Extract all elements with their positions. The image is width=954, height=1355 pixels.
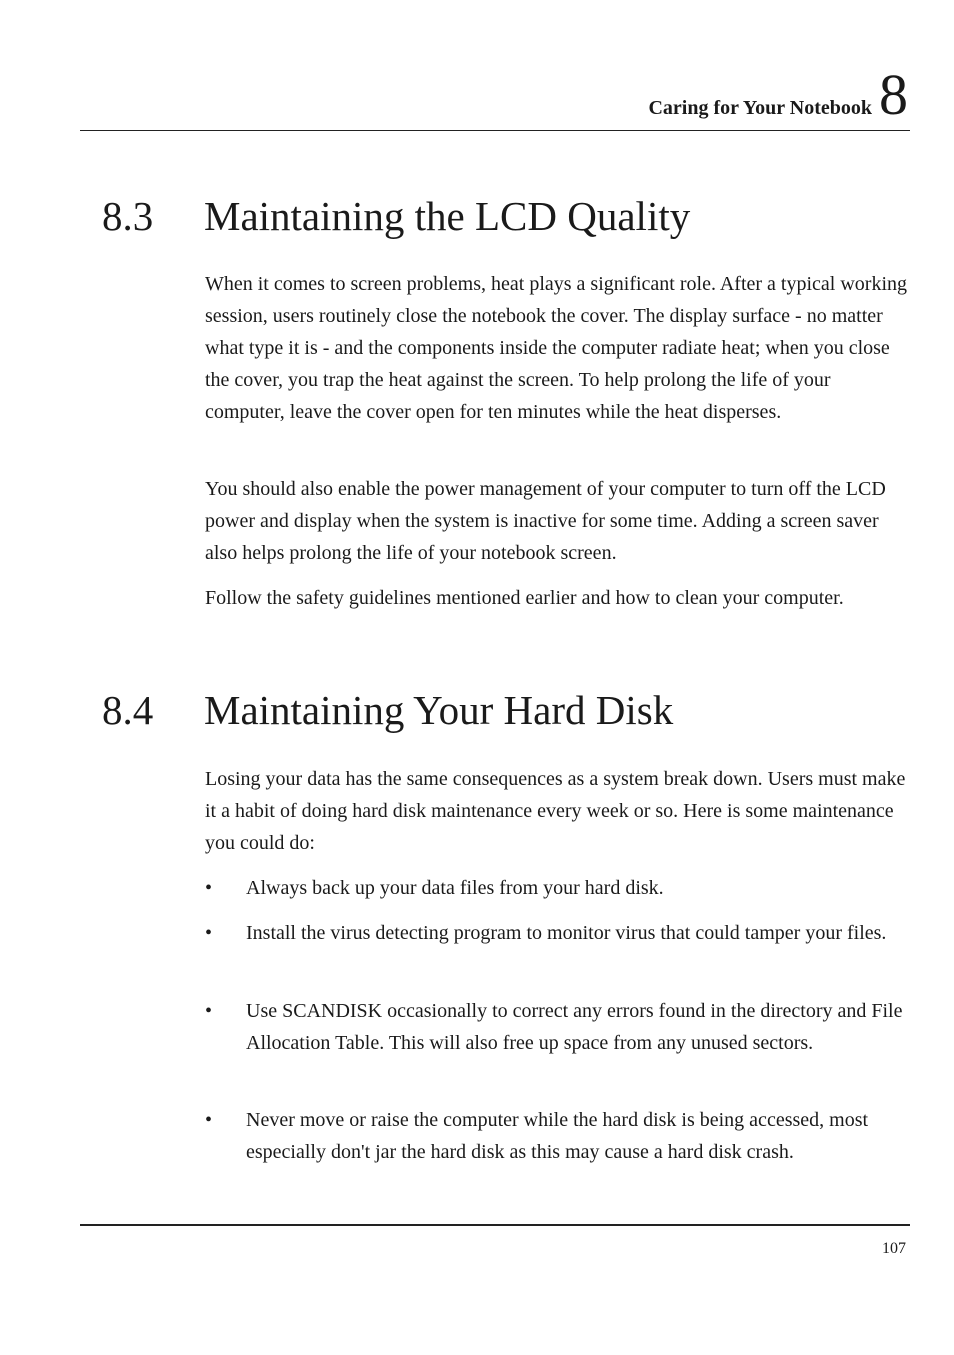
bullet-icon: • — [205, 1109, 213, 1131]
list-item-text: Install the virus detecting program to monitor virus that could tamper your files. — [246, 922, 887, 944]
page-header — [80, 62, 910, 131]
paragraph: Follow the safety guidelines mentioned earlier and how to clean your computer. — [205, 587, 844, 609]
section-heading-8-3 — [102, 192, 690, 240]
chapter-title: Caring for Your Notebook — [648, 97, 872, 119]
page-number: 107 — [882, 1240, 906, 1257]
list-item-text: Always back up your data files from your hard disk. — [246, 877, 664, 899]
list-item — [205, 872, 910, 904]
list-item-text: Use SCANDISK occasionally to correct any errors found in the directory and File Allocation Table. This will also free up space from any unused sectors. — [246, 1000, 903, 1054]
bullet-icon: • — [205, 877, 213, 899]
section-number: 8.4 — [102, 687, 154, 733]
list-item — [205, 1104, 910, 1168]
paragraph: You should also enable the power management of your computer to turn off the LCD power and display when the system is inactive for some time. Adding a screen saver also helps prolong the life of your notebook screen. — [205, 478, 886, 564]
paragraph: When it comes to screen problems, heat plays a significant role. After a typical working session, users routinely close the notebook the cover. The display surface - no matter what type it is - and the components inside the computer radiate heat; when you close the cover, you trap the heat against the screen. To help prolong the life of your computer, leave the cover open for ten minutes while the heat disperses. — [205, 273, 908, 423]
list-item-text: Never move or raise the computer while the hard disk is being accessed, most especially don't jar the hard disk as this may cause a hard disk crash. — [246, 1109, 869, 1163]
section-title: Maintaining the LCD Quality — [204, 193, 691, 239]
footer-divider — [80, 1224, 910, 1226]
list-item — [205, 995, 910, 1059]
running-head — [648, 62, 908, 127]
bullet-icon: • — [205, 1000, 213, 1022]
bullet-icon: • — [205, 922, 213, 944]
section-heading-8-4 — [102, 686, 673, 734]
section-title: Maintaining Your Hard Disk — [204, 687, 674, 733]
list-item — [205, 917, 910, 949]
paragraph: Losing your data has the same consequences as a system break down. Users must make it a habit of doing hard disk maintenance every week or so. Here is some maintenance you could do: — [205, 768, 906, 854]
section-number: 8.3 — [102, 193, 154, 239]
chapter-number: 8 — [879, 62, 908, 127]
